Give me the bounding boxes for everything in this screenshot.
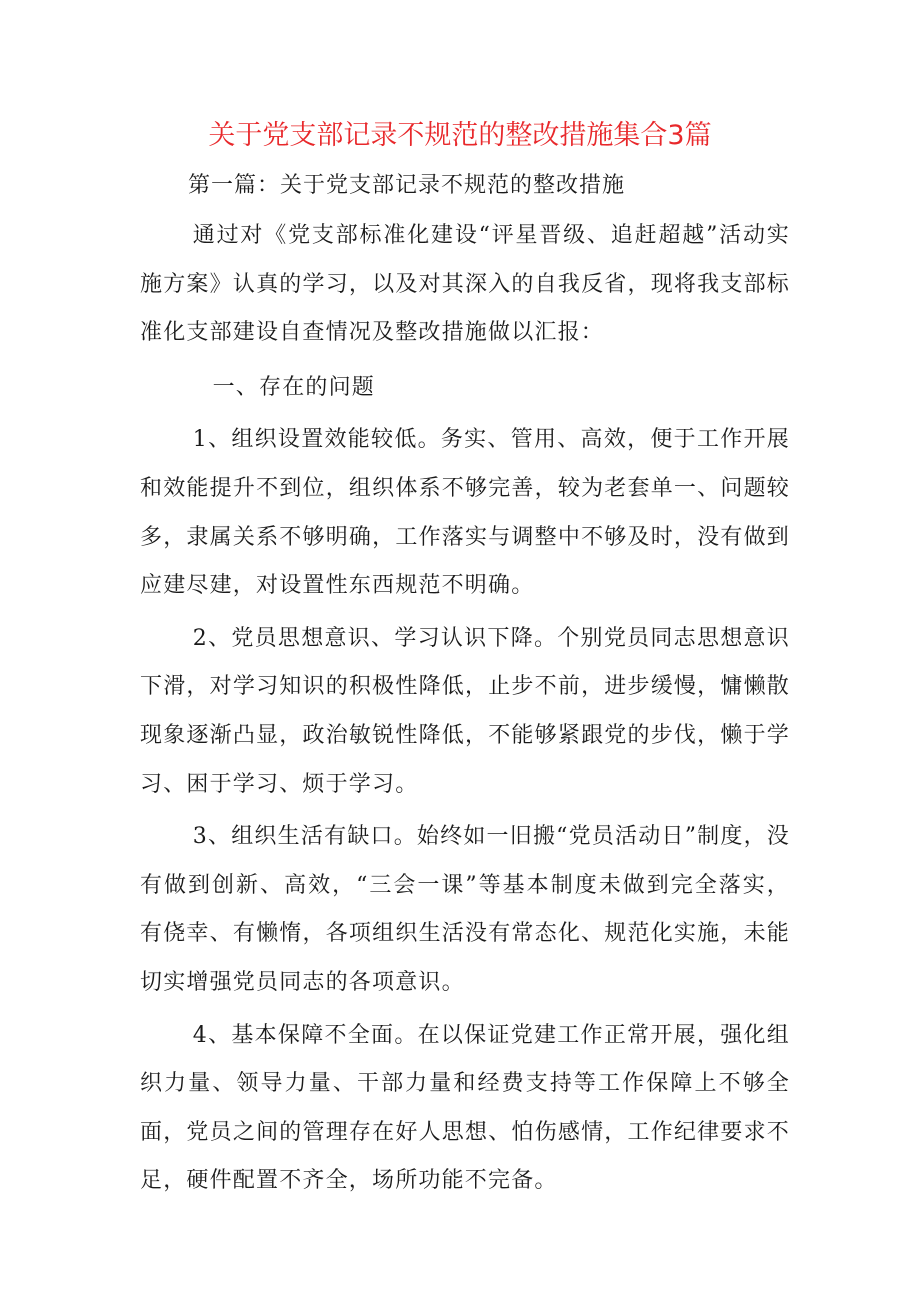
list-item: 3、组织生活有缺口。始终如一旧搬“党员活动日”制度，没有做到创新、高效，“三会一课”等基本制度未做到完全落实，有侥幸、有懒惰，各项组织生活没有常态化、规范化实施，未能切实增强党员同志的各项意识。 — [140, 824, 790, 995]
intro-paragraph: 通过对《党支部标准化建设“评星晋级、追赶超越”活动实施方案》认真的学习，以及对其深入的自我反省，现将我支部标准化支部建设自查情况及整改措施做以汇报： — [140, 223, 790, 346]
document-title: 关于党支部记录不规范的整改措施集合3篇 — [208, 120, 712, 151]
section-heading: 一、存在的问题 — [212, 374, 375, 400]
list-item: 2、党员思想意识、学习认识下降。个别党员同志思想意识下滑，对学习知识的积极性降低，止步不前，进步缓慢，慵懒散现象逐渐凸显，政治敏锐性降低，不能够紧跟党的步伐，懒于学习、困于学习、烦于学习。 — [140, 625, 790, 797]
document-subtitle: 第一篇：关于党支部记录不规范的整改措施 — [188, 173, 626, 198]
list-item: 1、组织设置效能较低。务实、管用、高效，便于工作开展和效能提升不到位，组织体系不够完善，较为老套单一、问题较多，隶属关系不够明确，工作落实与调整中不够及时，没有做到应建尽建，对设置性东西规范不明确。 — [140, 427, 790, 599]
list-item: 4、基本保障不全面。在以保证党建工作正常开展，强化组织力量、领导力量、干部力量和经费支持等工作保障上不够全面，党员之间的管理存在好人思想、怕伤感情，工作纪律要求不足，硬件配置不齐全，场所功能不完备。 — [140, 1022, 790, 1194]
document-body — [140, 212, 790, 1206]
